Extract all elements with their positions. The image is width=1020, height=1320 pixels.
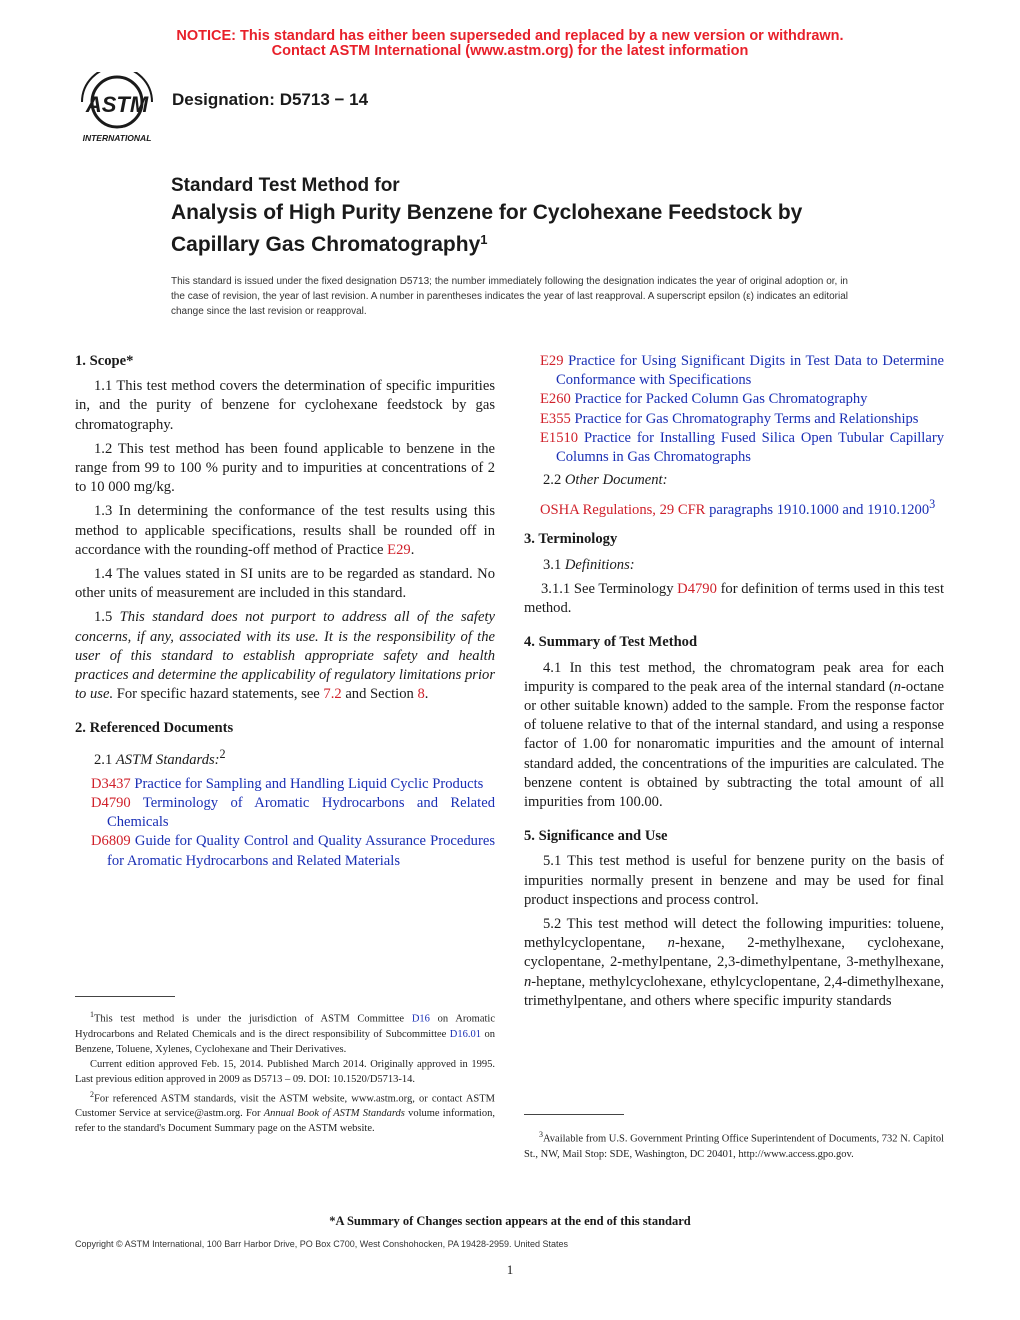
page-number: 1 [506, 1262, 514, 1277]
ref-e355[interactable]: E355 Practice for Gas Chromatography Terms and Relationships [540, 410, 919, 427]
section-heading-scope: 1. Scope* [75, 353, 134, 369]
ref-e29[interactable]: E29 Practice for Using Significant Digits in Test Data to Determine Conformance with Specifications [540, 353, 944, 389]
astm-logo [74, 72, 160, 144]
astm-logo-subtext: INTERNATIONAL [82, 133, 152, 143]
ref-osha[interactable]: OSHA Regulations, 29 CFR paragraphs 1910.1000 and 1910.1200$^3$ [540, 497, 936, 519]
designation [172, 90, 368, 110]
left-column [75, 352, 495, 871]
para-1-5: 1.5 This standard does not purport to address all of the safety concerns, if any, associated with its use. It is the responsibility of the user of this standard to establish appropriate safety and health practices and determine the applicability of regulatory limitations prior to use. For specific hazard statements, see 7.2 and Section 8. [75, 609, 495, 703]
para-1-4: 1.4 The values stated in SI units are to be regarded as standard. No other units of measurement are included in this standard. [75, 566, 495, 602]
title-main [171, 199, 871, 258]
para-5-2: 5.2 This test method will detect the following impurities: toluene, methylcyclopentane, n-hexane, 2-methylhexane, cyclohexane, cyclopentane, 2-methylpentane, 2,3-dimethylpentane, 3-methylhexane, n-heptane, methylcyclohexane, ethylcyclopentane, 2,4-dimethylhexane, trimethylpentane, and others where specific impurity standards [524, 915, 944, 1009]
footnote-rule-right [524, 1114, 624, 1115]
para-2-2: 2.2 Other Document: [543, 472, 668, 489]
link-7-2[interactable]: 7.2 [323, 686, 342, 703]
para-2-1: 2.1 ASTM Standards:$^2$ [94, 746, 226, 768]
astm-logo-text: ASTM [85, 92, 149, 117]
footnote-1-edition: Current edition approved Feb. 15, 2014. Published March 2014. Originally approved in 1995. Last previous edition approved in 2009 as D5713 – 09. DOI: 10.1520/D5713-14. [75, 1058, 495, 1085]
issuance-statement: This standard is issued under the fixed designation D5713; the number immediately following the designation indicates the year of original adoption or, in the case of revision, the year of last revision. A number in parentheses indicates the year of last reapproval. A superscript epsilon (ε) indicates an editorial change since the last revision or reapproval. [171, 276, 848, 317]
section-heading-terminology: 3. Terminology [524, 531, 618, 548]
designation-code: D5713 − 14 [279, 90, 369, 109]
section-heading-referenced-documents: 2. Referenced Documents [75, 720, 234, 737]
withdrawal-notice-line2: Contact ASTM International (www.astm.org) for the latest information [271, 43, 749, 59]
section-heading-summary: 4. Summary of Test Method [524, 634, 698, 651]
para-1-2: 1.2 This test method has been found applicable to benzene in the range from 99 to 100 % purity and to impurities at concentrations of 2 to 10 000 mg/kg. [75, 440, 495, 496]
right-column [524, 352, 944, 1016]
ref-d6809[interactable]: D6809 Guide for Quality Control and Quality Assurance Procedures for Aromatic Hydrocarbons and Related Materials [91, 833, 495, 869]
title-footnote-mark: 1 [480, 232, 488, 247]
ref-d3437[interactable]: D3437 Practice for Sampling and Handling Liquid Cyclic Products [91, 775, 484, 792]
footnote-rule-left [75, 996, 175, 997]
link-section-8[interactable]: 8 [417, 686, 425, 703]
ref-e260[interactable]: E260 Practice for Packed Column Gas Chromatography [540, 391, 868, 408]
ref-e1510[interactable]: E1510 Practice for Installing Fused Silica Open Tubular Capillary Columns in Gas Chromatographs [540, 429, 944, 466]
para-1-3: 1.3 In determining the conformance of the test results using this method to applicable specifications, results shall be rounded off in accordance with the rounding-off method of Practice E29. [75, 503, 495, 558]
footnote-3: $^3$Available from U.S. Government Printing Office Superintendent of Documents, 732 N. Capitol St., NW, Mail Stop: SDE, Washington, DC 20401, http://www.access.gpo.gov. [524, 1130, 944, 1160]
link-d16-01[interactable]: D16.01 [449, 1028, 482, 1040]
copyright-line: Copyright © ASTM International, 100 Barr Harbor Drive, PO Box C700, West Conshohocken, PA 19428-2959. United States [75, 1239, 569, 1249]
footnote-1: $^1$This test method is under the jurisdiction of ASTM Committee D16 on Aromatic Hydrocarbons and Related Chemicals and is the direct responsibility of Subcommittee D16.01 on Benzene, Toluene, Xylenes, Cyclohexane and Their Derivatives. [75, 1010, 495, 1055]
ref-d4790[interactable]: D4790 Terminology of Aromatic Hydrocarbons and Related Chemicals [91, 794, 495, 831]
link-e29[interactable]: E29 [387, 541, 411, 558]
section-heading-significance: 5. Significance and Use [524, 828, 668, 845]
para-5-1: 5.1 This test method is useful for benzene purity on the basis of impurities normally present in benzene and may be used for final product inspections and process control. [524, 853, 944, 908]
para-3-1: 3.1 Definitions: [543, 556, 635, 573]
link-d4790[interactable]: D4790 [677, 580, 717, 597]
link-d16[interactable]: D16 [411, 1013, 430, 1025]
para-1-1: 1.1 This test method covers the determination of specific impurities in, and the purity of benzene for cyclohexane feedstock by gas chromatography. [75, 378, 495, 433]
summary-of-changes-note: *A Summary of Changes section appears at the end of this standard [329, 1214, 691, 1228]
designation-label: Designation: [172, 90, 275, 109]
title-line1: Standard Test Method for [171, 175, 400, 196]
para-3-1-1: 3.1.1 See Terminology D4790 for definition of terms used in this test method. [524, 580, 944, 617]
footnotes-left [75, 1007, 495, 1136]
withdrawal-notice-line1: NOTICE: This standard has either been superseded and replaced by a new version or withdrawn. [176, 28, 844, 44]
footnotes-right [524, 1127, 944, 1162]
footnote-2: $^2$For referenced ASTM standards, visit the ASTM website, www.astm.org, or contact ASTM Customer Service at service@astm.org. For Annual Book of ASTM Standards volume information, refer to the standard's Document Summary page on the ASTM website. [75, 1089, 495, 1134]
title-main-text: Analysis of High Purity Benzene for Cyclohexane Feedstock by Capillary Gas Chromatography [171, 201, 803, 256]
para-4-1: 4.1 In this test method, the chromatogram peak area for each impurity is compared to the peak area of the internal standard (n-octane or other suitable known) added to the sample. From the response factor of toluene relative to that of the internal standard, and using a response factor of 1.00 for nonaromatic impurities and the amount of internal standard added, the concentrations of the impurities are calculated. The benzene content is obtained by subtracting the total amount of all impurities from 100.00. [524, 659, 944, 810]
